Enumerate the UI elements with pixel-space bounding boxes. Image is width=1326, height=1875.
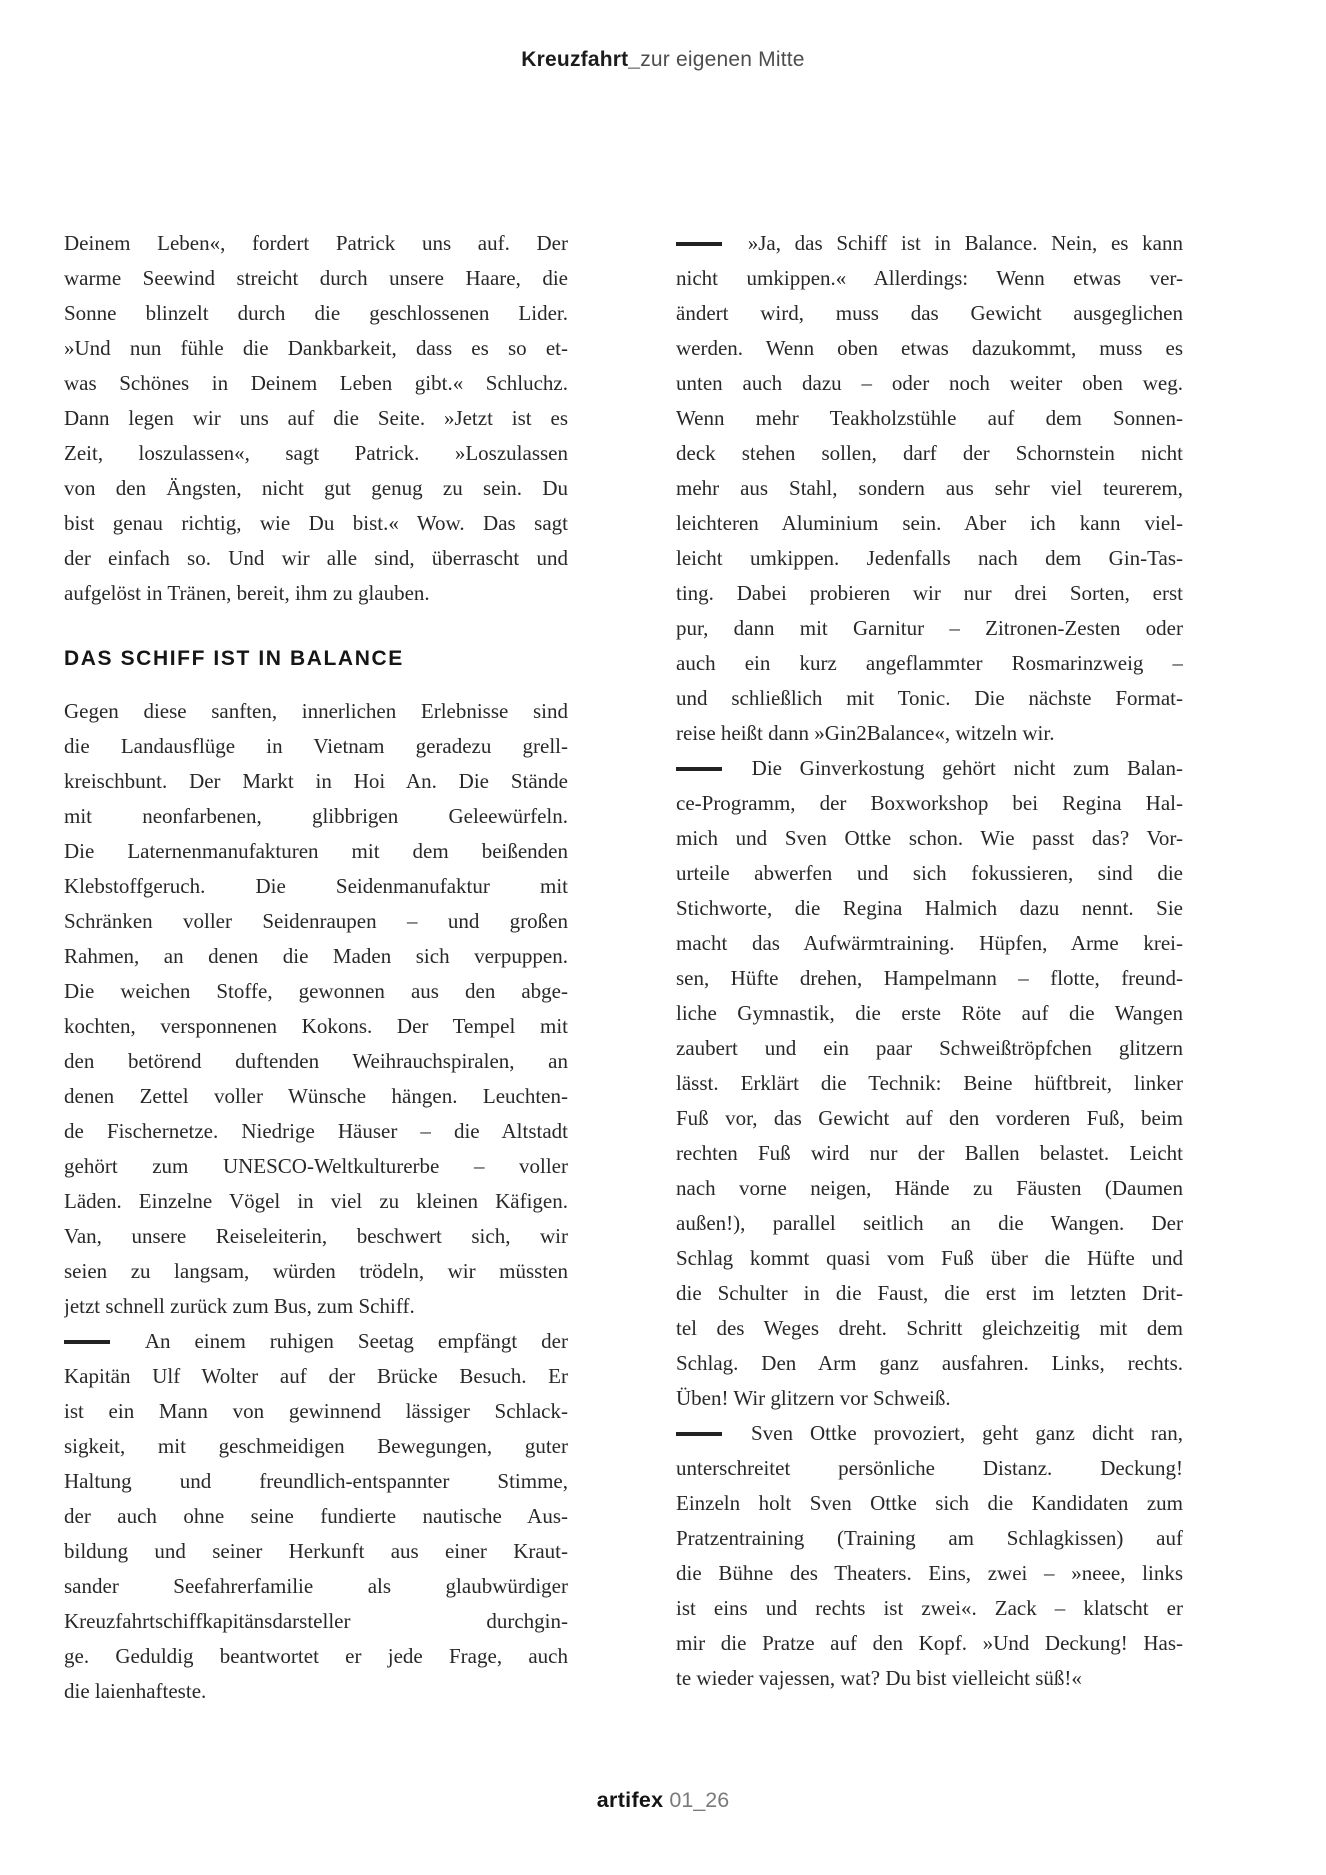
magazine-brand: artifex bbox=[596, 1788, 664, 1812]
text-line: Die weichen Stoffe, gewonnen aus den abge- bbox=[64, 979, 568, 1003]
text-line: die Bühne des Theaters. Eins, zwei – »neee, links bbox=[676, 1561, 1183, 1585]
text-line: mehr aus Stahl, sondern aus sehr viel teurerem, bbox=[676, 476, 1183, 500]
paragraph-dash bbox=[676, 767, 722, 771]
text-line: ge. Geduldig beantwortet er jede Frage, auch bbox=[64, 1644, 568, 1668]
paragraph-dash bbox=[64, 1340, 110, 1344]
paragraph-dash bbox=[676, 1432, 722, 1436]
text-line: tel des Weges dreht. Schritt gleichzeitig mit dem bbox=[676, 1316, 1183, 1340]
text-line: rechten Fuß wird nur der Ballen belastet. Leicht bbox=[676, 1141, 1183, 1165]
text-line: nach vorne neigen, Hände zu Fäusten (Daumen bbox=[676, 1176, 1183, 1200]
text-line: leicht umkippen. Jedenfalls nach dem Gin-Tas- bbox=[676, 546, 1183, 570]
text-line: sigkeit, mit geschmeidigen Bewegungen, guter bbox=[64, 1434, 568, 1458]
text-line: »Ja, das Schiff ist in Balance. Nein, es kann bbox=[676, 226, 1183, 261]
text-line: Kreuzfahrtschiffkapitänsdarsteller durchgin- bbox=[64, 1609, 568, 1633]
text-line: warme Seewind streicht durch unsere Haare, die bbox=[64, 266, 568, 290]
text-line: ändert wird, muss das Gewicht ausgeglichen bbox=[676, 301, 1183, 325]
running-head bbox=[0, 48, 1326, 72]
text-line: Einzeln holt Sven Ottke sich die Kandidaten zum bbox=[676, 1491, 1183, 1515]
text-line: unten auch dazu – oder noch weiter oben weg. bbox=[676, 371, 1183, 395]
text-line: Sven Ottke provoziert, geht ganz dicht ran, bbox=[676, 1416, 1183, 1451]
text-line: Haltung und freundlich-entspannter Stimme, bbox=[64, 1469, 568, 1493]
text-line: mit neonfarbenen, glibbrigen Geleewürfeln. bbox=[64, 804, 568, 828]
text-line: Gegen diese sanften, innerlichen Erlebnisse sind bbox=[64, 699, 568, 723]
text-line: Sonne blinzelt durch die geschlossenen Lider. bbox=[64, 301, 568, 325]
text-line: mich und Sven Ottke schon. Wie passt das? Vor- bbox=[676, 826, 1183, 850]
text-line: Klebstoffgeruch. Die Seidenmanufaktur mit bbox=[64, 874, 568, 898]
text-line: sander Seefahrerfamilie als glaubwürdiger bbox=[64, 1574, 568, 1598]
text-line: die Landausflüge in Vietnam geradezu grell- bbox=[64, 734, 568, 758]
text-line: Schlag. Den Arm ganz ausfahren. Links, rechts. bbox=[676, 1351, 1183, 1375]
text-line: urteile abwerfen und sich fokussieren, sind die bbox=[676, 861, 1183, 885]
text-column-left bbox=[64, 226, 568, 1709]
text-line: sen, Hüfte drehen, Hampelmann – flotte, freund- bbox=[676, 966, 1183, 990]
text-line: de Fischernetze. Niedrige Häuser – die Altstadt bbox=[64, 1119, 568, 1143]
text-line: reise heißt dann »Gin2Balance«, witzeln wir. bbox=[676, 721, 1055, 745]
section-heading: DAS SCHIFF IST IN BALANCE bbox=[64, 647, 404, 670]
text-line: was Schönes in Deinem Leben gibt.« Schluchz. bbox=[64, 371, 568, 395]
text-line: Die Ginverkostung gehört nicht zum Balan- bbox=[676, 751, 1183, 786]
text-line: Dann legen wir uns auf die Seite. »Jetzt ist es bbox=[64, 406, 568, 430]
text-line: seien zu langsam, würden trödeln, wir müssten bbox=[64, 1259, 568, 1283]
text-line: Kapitän Ulf Wolter auf der Brücke Besuch. Er bbox=[64, 1364, 568, 1388]
text-line: bist genau richtig, wie Du bist.« Wow. Das sagt bbox=[64, 511, 568, 535]
text-line: der auch ohne seine fundierte nautische Aus- bbox=[64, 1504, 568, 1528]
paragraph-dash bbox=[676, 242, 722, 246]
text-line: nicht umkippen.« Allerdings: Wenn etwas ver- bbox=[676, 266, 1183, 290]
text-line: ce-Programm, der Boxworkshop bei Regina Hal- bbox=[676, 791, 1183, 815]
text-line: von den Ängsten, nicht gut genug zu sein. Du bbox=[64, 476, 568, 500]
text-line: und schließlich mit Tonic. Die nächste Format- bbox=[676, 686, 1183, 710]
text-line: die laienhafteste. bbox=[64, 1679, 207, 1703]
text-line: Schlag kommt quasi vom Fuß über die Hüfte und bbox=[676, 1246, 1183, 1270]
text-line: Zeit, loszulassen«, sagt Patrick. »Loszulassen bbox=[64, 441, 568, 465]
text-line: Fuß vor, das Gewicht auf den vorderen Fuß, beim bbox=[676, 1106, 1183, 1130]
text-line: ist eins und rechts ist zwei«. Zack – klatscht er bbox=[676, 1596, 1183, 1620]
text-line: außen!), parallel seitlich an die Wangen. Der bbox=[676, 1211, 1183, 1235]
text-column-right bbox=[676, 226, 1183, 1696]
text-line: Läden. Einzelne Vögel in viel zu kleinen Käfigen. bbox=[64, 1189, 568, 1213]
text-line: werden. Wenn oben etwas dazukommt, muss es bbox=[676, 336, 1183, 360]
text-line: Pratzentraining (Training am Schlagkissen) auf bbox=[676, 1526, 1183, 1550]
text-line: lässt. Erklärt die Technik: Beine hüftbreit, linker bbox=[676, 1071, 1183, 1095]
text-line: »Und nun fühle die Dankbarkeit, dass es so et- bbox=[64, 336, 568, 360]
text-line: Schränken voller Seidenraupen – und großen bbox=[64, 909, 568, 933]
running-head-section: Kreuzfahrt_ bbox=[521, 48, 641, 71]
text-line: auch ein kurz angeflammter Rosmarinzweig – bbox=[676, 651, 1183, 675]
text-line: mir die Pratze auf den Kopf. »Und Deckung! Has- bbox=[676, 1631, 1183, 1655]
text-line: leichteren Aluminium sein. Aber ich kann viel- bbox=[676, 511, 1183, 535]
text-line: denen Zettel voller Wünsche hängen. Leuchten- bbox=[64, 1084, 568, 1108]
page-footer bbox=[0, 1788, 1326, 1813]
text-line: Deinem Leben«, fordert Patrick uns auf. Der bbox=[64, 231, 568, 255]
text-line: ist ein Mann von gewinnend lässiger Schlack- bbox=[64, 1399, 568, 1423]
text-line: den betörend duftenden Weihrauchspiralen, an bbox=[64, 1049, 568, 1073]
text-line: der einfach so. Und wir alle sind, überrascht und bbox=[64, 546, 568, 570]
text-line: aufgelöst in Tränen, bereit, ihm zu glauben. bbox=[64, 581, 430, 605]
text-line: pur, dann mit Garnitur – Zitronen-Zesten oder bbox=[676, 616, 1183, 640]
text-line: Die Laternenmanufakturen mit dem beißenden bbox=[64, 839, 568, 863]
text-line: unterschreitet persönliche Distanz. Deckung! bbox=[676, 1456, 1183, 1480]
text-line: bildung und seiner Herkunft aus einer Kraut- bbox=[64, 1539, 568, 1563]
text-line: deck stehen sollen, darf der Schornstein nicht bbox=[676, 441, 1183, 465]
text-line: ting. Dabei probieren wir nur drei Sorten, erst bbox=[676, 581, 1183, 605]
text-line: liche Gymnastik, die erste Röte auf die Wangen bbox=[676, 1001, 1183, 1025]
text-line: Rahmen, an denen die Maden sich verpuppen. bbox=[64, 944, 568, 968]
text-line: macht das Aufwärmtraining. Hüpfen, Arme krei- bbox=[676, 931, 1183, 955]
text-line: gehört zum UNESCO-Weltkulturerbe – voller bbox=[64, 1154, 568, 1178]
text-line: kreischbunt. Der Markt in Hoi An. Die Stände bbox=[64, 769, 568, 793]
issue-number: 01_26 bbox=[669, 1788, 730, 1812]
running-head-subtitle: zur eigenen Mitte bbox=[640, 48, 805, 71]
text-line: zaubert und ein paar Schweißtröpfchen glitzern bbox=[676, 1036, 1183, 1060]
text-line: te wieder vajessen, wat? Du bist vielleicht süß!« bbox=[676, 1666, 1082, 1690]
text-line: Üben! Wir glitzern vor Schweiß. bbox=[676, 1386, 951, 1410]
text-line: Van, unsere Reiseleiterin, beschwert sich, wir bbox=[64, 1224, 568, 1248]
text-line: die Schulter in die Faust, die erst im letzten Drit- bbox=[676, 1281, 1183, 1305]
text-line: jetzt schnell zurück zum Bus, zum Schiff. bbox=[64, 1294, 415, 1318]
text-line: Stichworte, die Regina Halmich dazu nennt. Sie bbox=[676, 896, 1183, 920]
text-line: Wenn mehr Teakholzstühle auf dem Sonnen- bbox=[676, 406, 1183, 430]
text-line: An einem ruhigen Seetag empfängt der bbox=[64, 1324, 568, 1359]
text-line: kochten, versponnenen Kokons. Der Tempel mit bbox=[64, 1014, 568, 1038]
